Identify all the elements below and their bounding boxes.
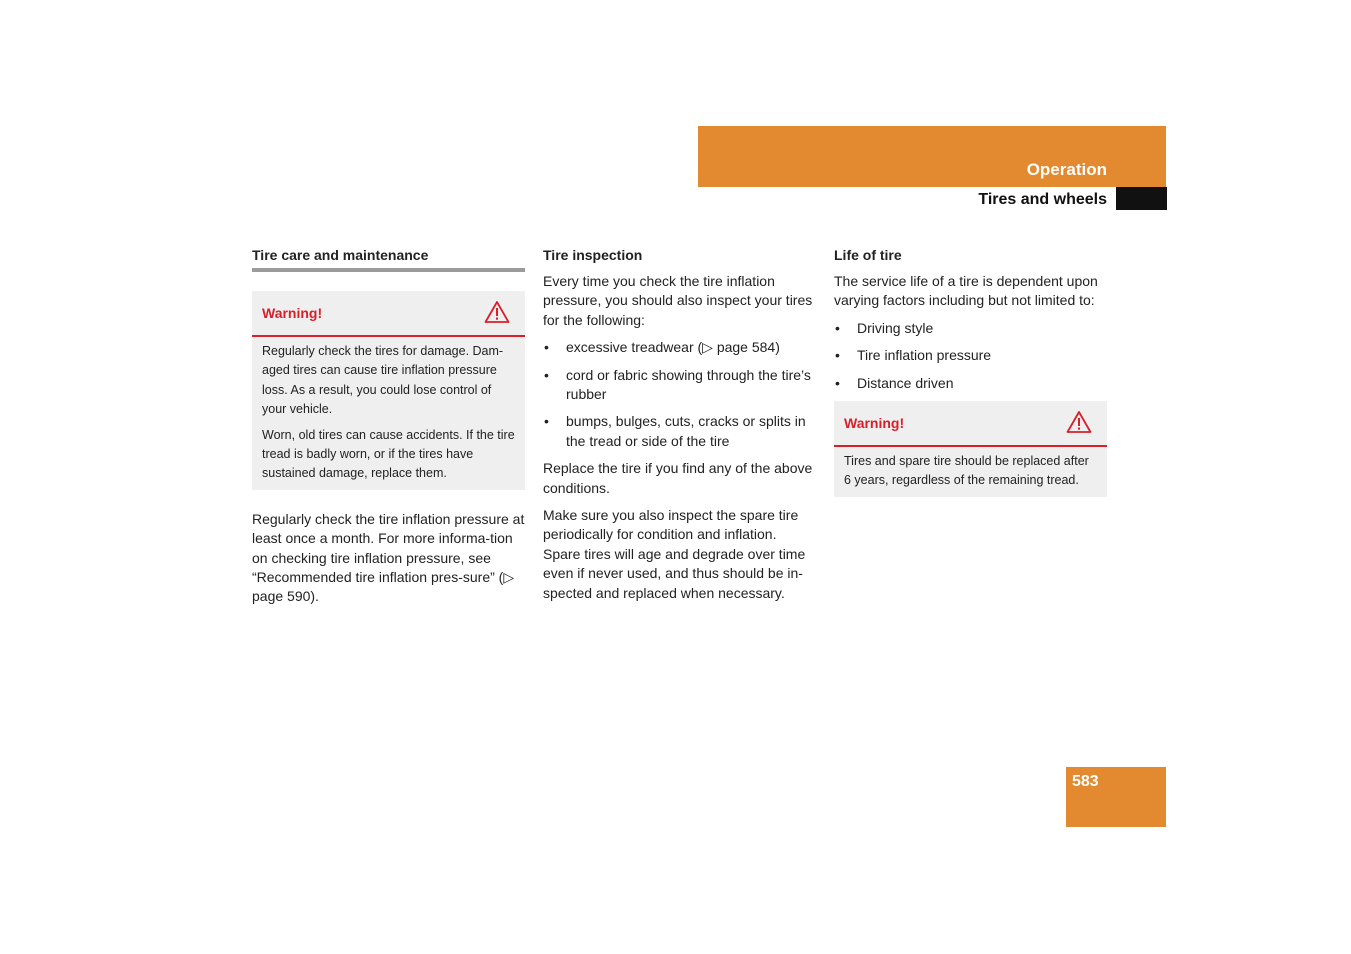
section-title: Operation (1026, 160, 1107, 179)
list-item (543, 338, 817, 357)
warning-box (834, 401, 1107, 497)
warning-body (252, 337, 525, 490)
list-item (834, 346, 1107, 365)
column-tire-inspection (543, 246, 817, 611)
warning-header (834, 401, 1107, 447)
list-item-text: bumps, bulges, cuts, cracks or splits in the tread or side of the tire (566, 413, 806, 449)
bullet-icon: • (544, 366, 549, 383)
inspection-list (543, 338, 817, 451)
subsection-title: Tires and wheels (978, 191, 1107, 208)
list-item (543, 412, 817, 451)
replace-text: Replace the tire if you find any of the above conditions. (543, 460, 813, 496)
warning-text: Tires and spare tire should be replaced after 6 years, regardless of the remaining tread. (844, 454, 1089, 488)
warning-box (252, 291, 525, 490)
warning-label: Warning! (262, 305, 323, 321)
life-of-tire-heading: Life of tire (834, 247, 902, 263)
tire-inspection-heading: Tire inspection (543, 247, 643, 263)
bullet-icon: • (544, 339, 549, 356)
list-item-text: excessive treadwear (▷ page 584) (566, 339, 780, 356)
bullet-icon: • (835, 374, 840, 391)
column-tire-care (252, 246, 525, 615)
list-item (834, 319, 1107, 338)
list-item-text: Distance driven (857, 374, 954, 391)
section-marker (1116, 187, 1167, 210)
list-item-text: Tire inflation pressure (857, 347, 992, 364)
inflation-check-text: Regularly check the tire inflation pressure at least once a month. For more informa-tion on checking tire inflation pressure, see “Recommended tire inflation pres-sure” (▷ page 590). (252, 510, 525, 605)
page-number-box (1066, 767, 1166, 827)
list-item-text: cord or fabric showing through the tire’s rubber (566, 366, 811, 403)
warning-text: Regularly check the tires for damage. Dam-aged tires can cause tire inflation pressure loss. As a result, you could lose control of your vehicle. (262, 344, 504, 417)
inspection-intro: Every time you check the tire inflation pressure, you should also inspect your tires for the following: (543, 273, 813, 328)
list-item (543, 366, 817, 405)
page-number: 583 (1072, 773, 1099, 790)
warning-header (252, 291, 525, 337)
bullet-icon: • (544, 413, 549, 430)
list-item-text: Driving style (857, 319, 934, 336)
warning-triangle-icon (1066, 410, 1092, 434)
list-item (834, 374, 1107, 393)
warning-text: Worn, old tires can cause accidents. If the tire tread is badly worn, or if the tires have sustained damage, replace them. (262, 427, 515, 481)
bullet-icon: • (835, 347, 840, 364)
warning-triangle-icon (484, 300, 510, 324)
warning-label: Warning! (844, 415, 905, 432)
column-life-of-tire (834, 246, 1107, 517)
tire-care-heading: Tire care and maintenance (252, 247, 429, 263)
bullet-icon: • (835, 319, 840, 336)
life-intro: The service life of a tire is dependent upon varying factors including but not limited to: (834, 273, 1098, 309)
heading-rule (252, 268, 525, 272)
spare-tire-text: Make sure you also inspect the spare tire periodically for condition and inflation. Spare tires will age and degrade over time even if never used, and thus should be in-spected and replaced when necessary. (543, 507, 806, 601)
warning-body (834, 447, 1107, 497)
factors-list (834, 319, 1107, 393)
